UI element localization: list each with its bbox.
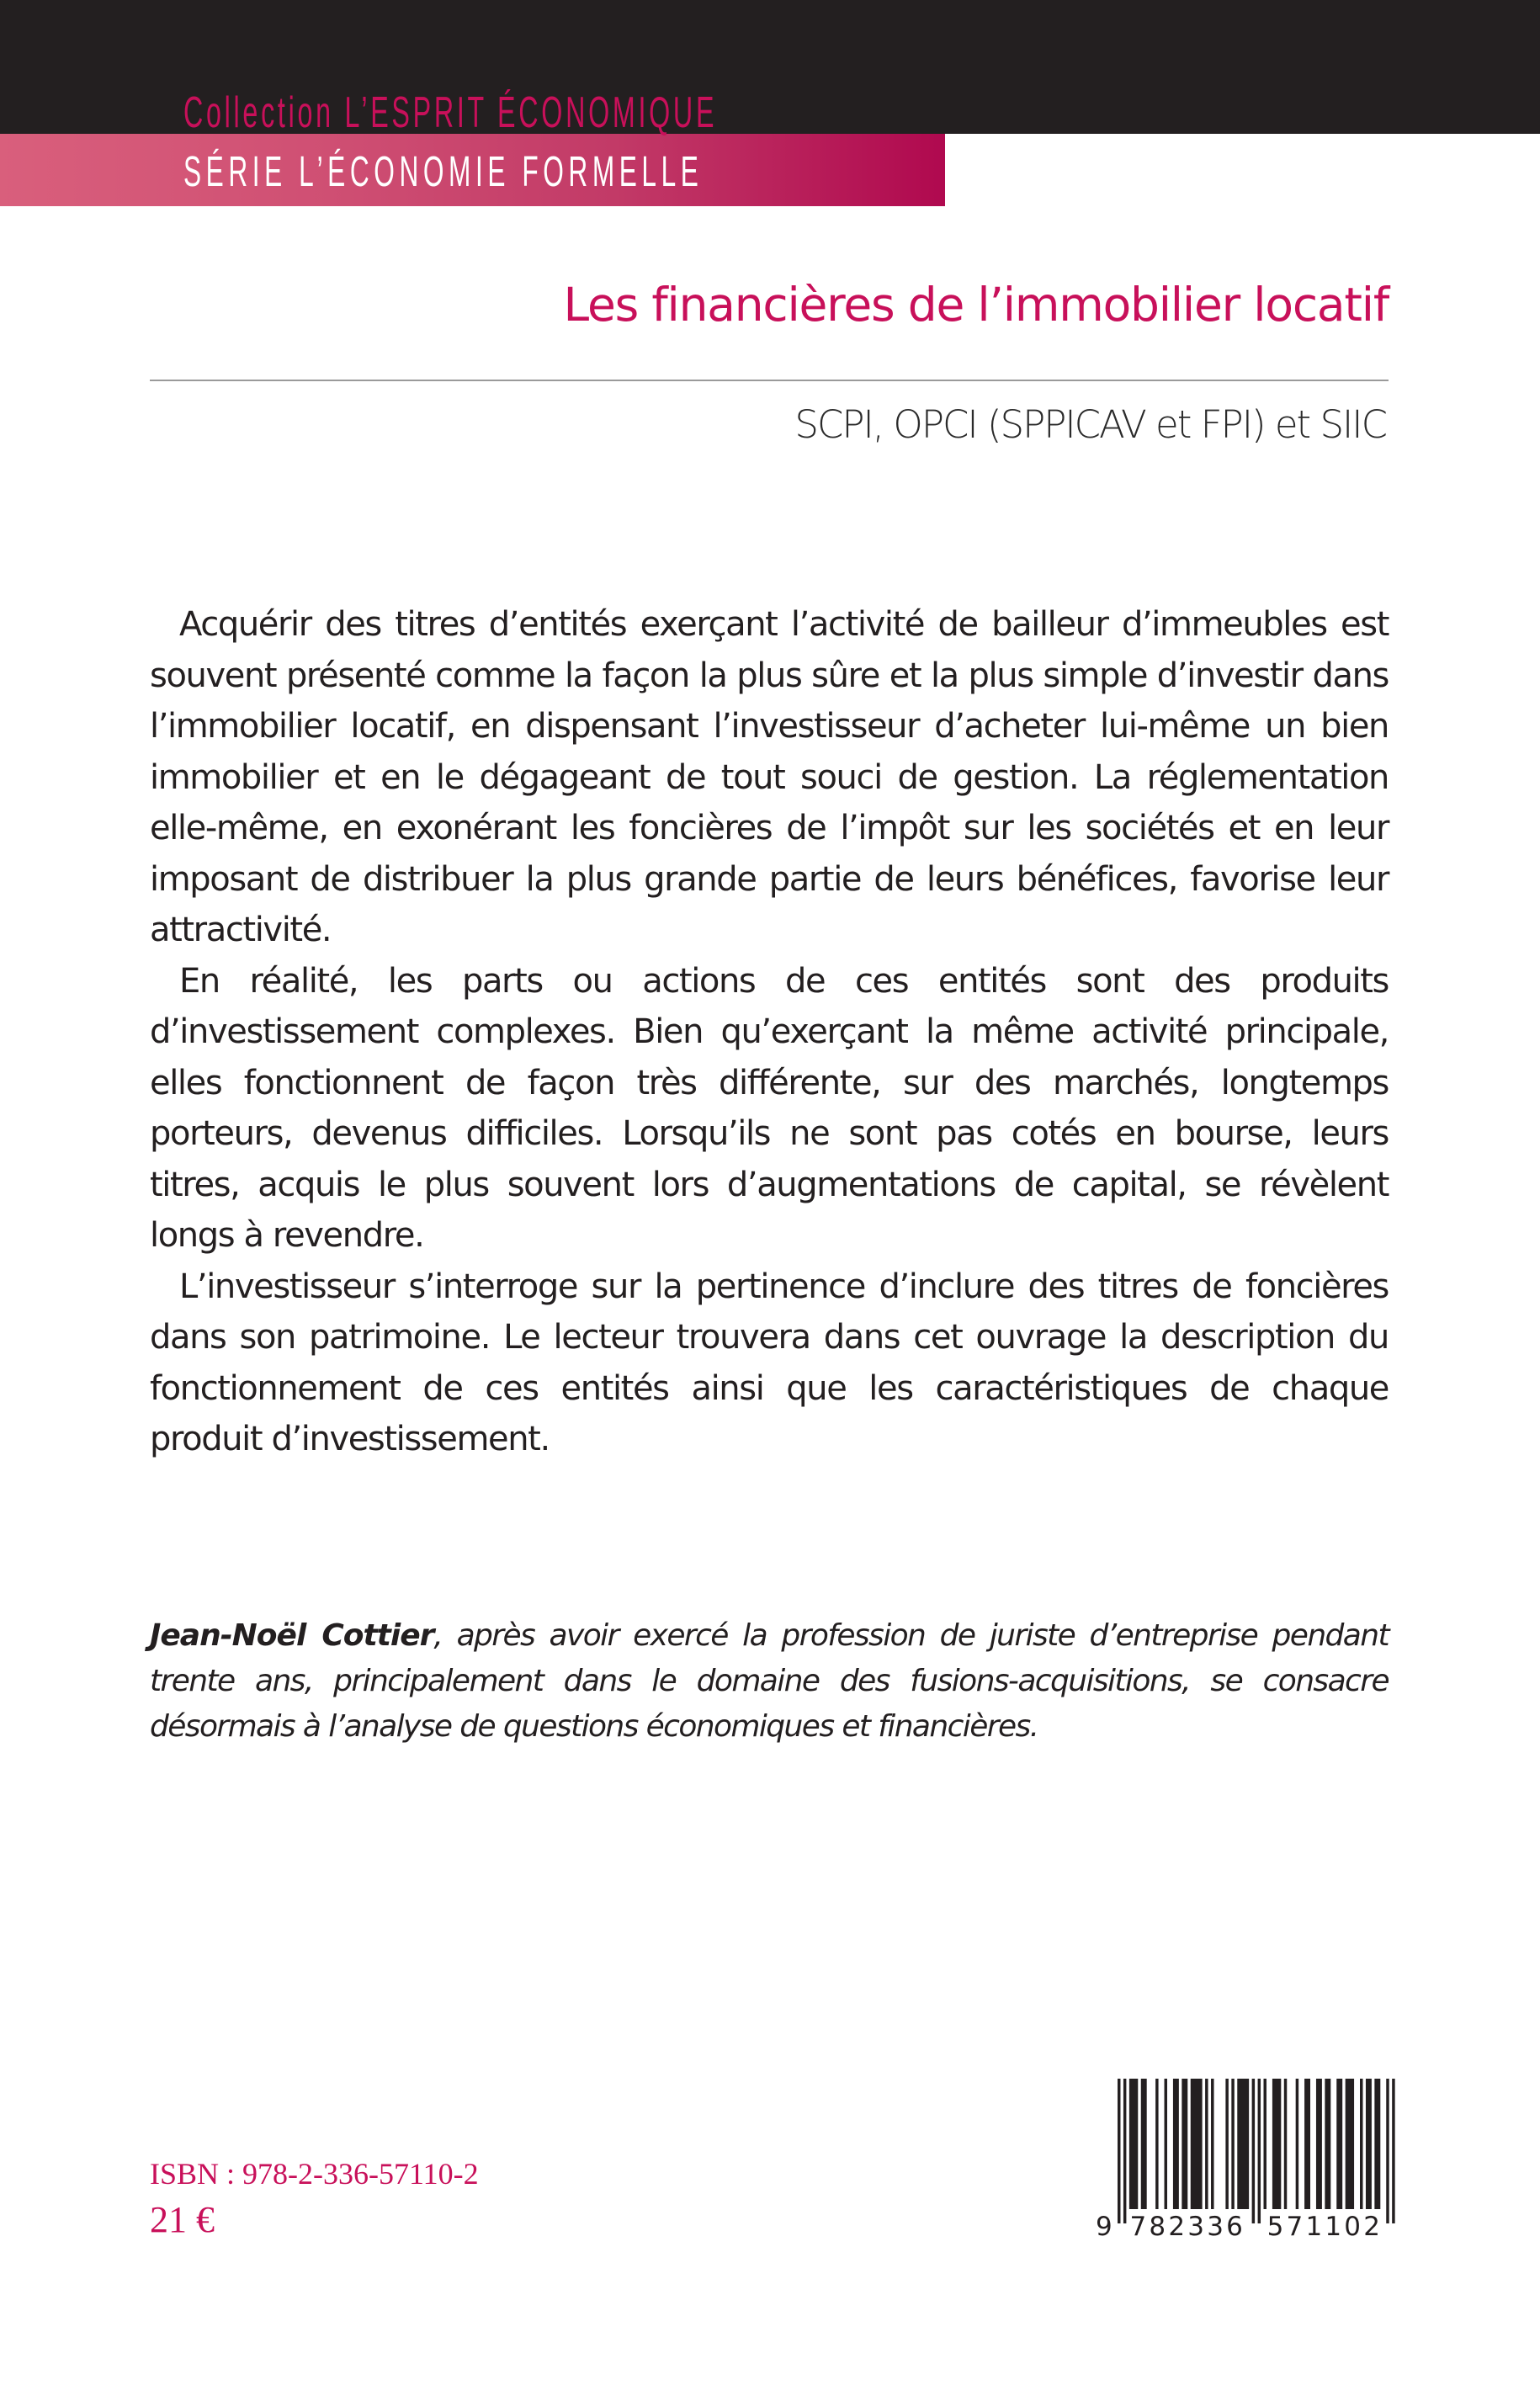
author-bio-text: , après avoir exercé la profession de juriste d’entreprise pendant trente ans, principalement dans le domaine des fusions-acquisitions, se consacre désormais à l’analyse de questions économiques et financières. — [150, 1618, 1389, 1744]
author-name: Jean-Noël Cottier — [150, 1618, 434, 1653]
collection-label: Collection L’ESPRIT ÉCONOMIQUE — [183, 88, 718, 137]
ean13-barcode — [1091, 2077, 1402, 2241]
blurb-paragraph: L’investisseur s’interroge sur la pertinence d’inclure des titres de foncières dans son patrimoine. Le lecteur trouvera dans cet ouvrage la description du fonctionnement de ces entités ainsi que les caractéristiques de chaque produit d’investissement. — [150, 1267, 1389, 1458]
back-cover-blurb — [150, 599, 1389, 1465]
blurb-paragraph: Acquérir des titres d’entités exerçant l’activité de bailleur d’immeubles est souvent présenté comme la façon la plus sûre et la plus simple d’investir dans l’immobilier locatif, en dispensant l’investisseur d’acheter lui-même un bien immobilier et en le dégageant de tout souci de gestion. La réglementation elle-même, en exonérant les foncières de l’impôt sur les sociétés et en leur imposant de distribuer la plus grande partie de leurs bénéfices, favorise leur attractivité. — [150, 605, 1389, 949]
svg-text:9: 9 — [1096, 2212, 1115, 2241]
book-title: Les financières de l’immobilier locatif — [563, 278, 1389, 332]
price-label: 21 € — [150, 2199, 215, 2240]
series-label: SÉRIE L’ÉCONOMIE FORMELLE — [183, 147, 704, 195]
book-subtitle: SCPI, OPCI (SPPICAV et FPI) et SIIC — [794, 402, 1386, 447]
title-divider — [150, 380, 1389, 381]
svg-text:571102: 571102 — [1267, 2212, 1383, 2241]
author-bio — [150, 1613, 1389, 1750]
isbn-label: ISBN : 978-2-336-57110-2 — [150, 2157, 479, 2191]
blurb-paragraph: En réalité, les parts ou actions de ces entités sont des produits d’investissement complexes. Bien qu’exerçant la même activité principale, elles fonctionnent de façon très différente, sur des marchés, longtemps porteurs, devenus difficiles. Lorsqu’ils ne sont pas cotés en bourse, leurs titres, acquis le plus souvent lors d’augmentations de capital, se révèlent longs à revendre. — [150, 961, 1389, 1255]
barcode-icon — [1091, 2077, 1402, 2241]
svg-text:782336: 782336 — [1129, 2212, 1246, 2241]
